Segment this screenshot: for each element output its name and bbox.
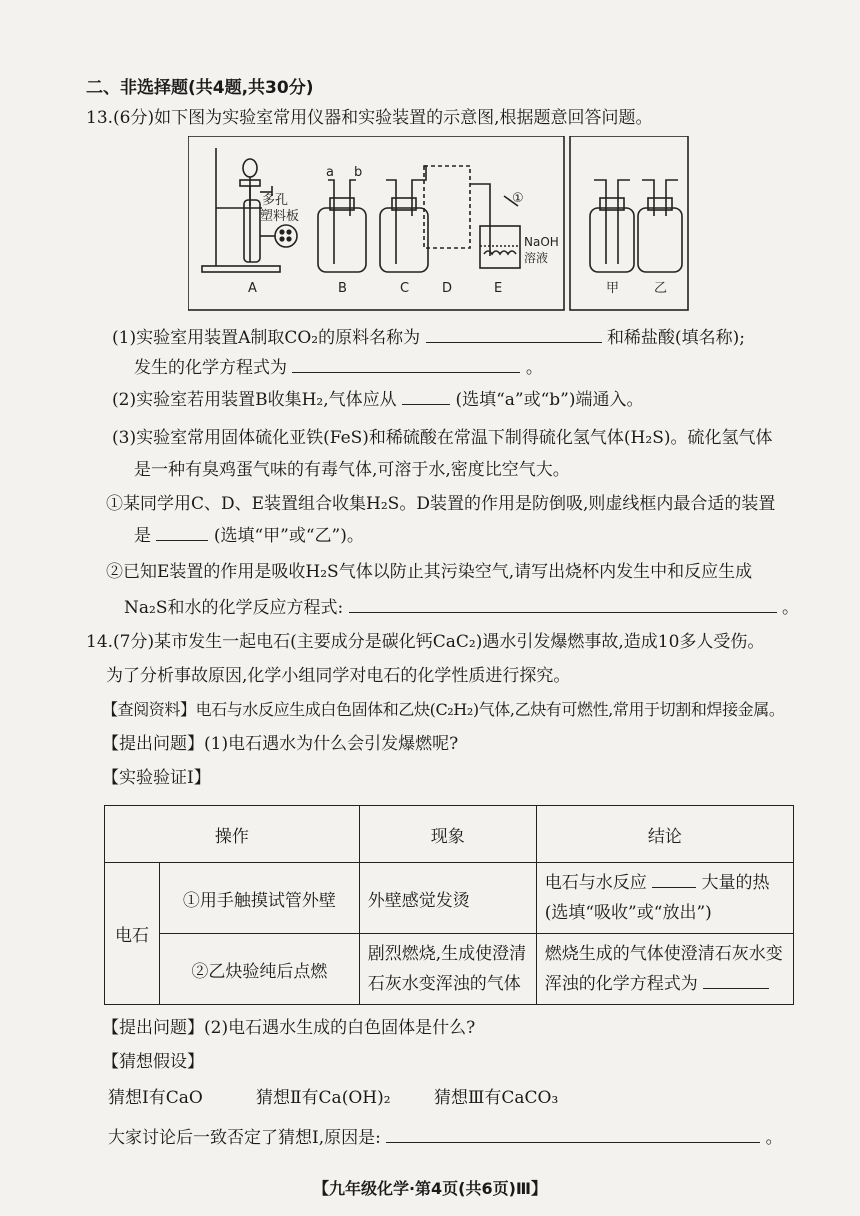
table-row xyxy=(105,863,794,934)
q13-answer-1[interactable] xyxy=(426,324,602,343)
guess-3: 猜想Ⅲ有CaCO₃ xyxy=(434,1088,559,1108)
q13-part3b: 是一种有臭鸡蛋气味的有毒气体,可溶于水,密度比空气大。 xyxy=(134,460,570,480)
phenomenon-2-line-2: 石灰水变浑浊的气体 xyxy=(367,974,521,994)
phenomenon-2 xyxy=(359,934,536,1005)
label-D: D xyxy=(442,281,453,296)
q14-stem-1: 14.(7分)某市发生一起电石(主要成分是碳化钙CaC₂)遇水引发爆燃事故,造成10多人受伤。 xyxy=(86,632,765,652)
q13-part1a-end: 和稀盐酸(填名称); xyxy=(606,328,745,348)
q13-part4b-end: (选填“甲”或“乙”)。 xyxy=(213,526,364,546)
options-frame xyxy=(570,136,688,310)
perforated-plate-label-2: 塑料板 xyxy=(260,209,300,224)
q13-part5b-text: Na₂S和水的化学反应方程式: xyxy=(124,598,344,618)
q14-reference: 【查阅资料】电石与水反应生成白色固体和乙炔(C₂H₂)气体,乙炔有可燃性,常用于切割和焊接金属。 xyxy=(102,700,785,719)
port-a-label: a xyxy=(326,165,334,180)
label-E: E xyxy=(494,281,503,296)
q14-question-2: 【提出问题】(2)电石遇水生成的白色固体是什么? xyxy=(102,1018,476,1038)
q13-answer-2[interactable] xyxy=(292,354,520,373)
conclusion-2-line-1: 燃烧生成的气体使澄清石灰水变 xyxy=(544,944,783,964)
phenomenon-2-line-1: 剧烈燃烧,生成使澄清 xyxy=(367,944,527,964)
q13-part2-end: (选填“a”或“b”)端通入。 xyxy=(455,390,644,410)
section-header: 二、非选择题(共4题,共30分) xyxy=(86,78,314,98)
label-yi: 乙 xyxy=(654,281,668,296)
q13-part1b-end: 。 xyxy=(525,358,543,378)
header-operation: 操作 xyxy=(105,806,360,863)
q14-reject-end: 。 xyxy=(765,1128,783,1148)
conclusion-2 xyxy=(536,934,793,1005)
q14-answer-reason[interactable] xyxy=(386,1124,760,1143)
port-b-label: b xyxy=(354,165,363,180)
q13-part1a-text: (1)实验室用装置A制取CO₂的原料名称为 xyxy=(112,328,421,348)
experiment-table xyxy=(104,805,794,1005)
circle-1-label: ① xyxy=(512,191,524,206)
conclusion-2-line-2: 浑浊的化学方程式为 xyxy=(544,974,698,994)
header-phenomenon: 现象 xyxy=(359,806,536,863)
conclusion-1-hint: (选填“吸收”或“放出”) xyxy=(544,903,712,923)
operation-1: ①用手触摸试管外壁 xyxy=(160,863,360,934)
q13-part2-text: (2)实验室若用装置B收集H₂,气体应从 xyxy=(112,390,397,410)
q13-part4b-text: 是 xyxy=(134,526,151,546)
guess-2: 猜想Ⅱ有Ca(OH)₂ xyxy=(256,1088,391,1108)
q13-part1b xyxy=(134,354,543,380)
q13-part4b xyxy=(134,522,364,548)
phenomenon-1: 外壁感觉发烫 xyxy=(359,863,536,934)
q13-part1b-text: 发生的化学方程式为 xyxy=(134,358,287,378)
naoh-label: NaOH xyxy=(524,235,559,249)
q13-stem: 13.(6分)如下图为实验室常用仪器和实验装置的示意图,根据题意回答问题。 xyxy=(86,108,653,128)
conclusion-1-end: 大量的热 xyxy=(701,873,770,893)
row-label-calcium-carbide: 电石 xyxy=(105,863,160,1005)
naoh-solution-label: 溶液 xyxy=(524,251,549,265)
q13-part1a xyxy=(112,324,745,350)
guess-1: 猜想Ⅰ有CaO xyxy=(108,1088,203,1108)
q13-part3a: (3)实验室常用固体硫化亚铁(FeS)和稀硫酸在常温下制得硫化氢气体(H₂S)。硫化氢气体 xyxy=(112,428,773,448)
conclusion-1-text: 电石与水反应 xyxy=(544,873,647,893)
q13-answer-4[interactable] xyxy=(156,522,208,541)
q14-question-1: 【提出问题】(1)电石遇水为什么会引发爆燃呢? xyxy=(102,734,459,754)
table-row xyxy=(105,934,794,1005)
q13-part5a: ②已知E装置的作用是吸收H₂S气体以防止其污染空气,请写出烧杯内发生中和反应生成 xyxy=(106,562,753,582)
q13-part5b xyxy=(124,594,799,620)
q14-verify-1: 【实验验证Ⅰ】 xyxy=(102,768,211,788)
conclusion-1 xyxy=(536,863,793,934)
table-header-row xyxy=(105,806,794,863)
page-footer: 【九年级化学·第4页(共6页)Ⅲ】 xyxy=(312,1179,548,1198)
q13-answer-3[interactable] xyxy=(402,386,450,405)
label-jia: 甲 xyxy=(606,281,620,296)
q13-answer-5[interactable] xyxy=(349,594,777,613)
label-B: B xyxy=(338,281,347,296)
table-answer-1[interactable] xyxy=(652,869,696,888)
q13-part4a: ①某同学用C、D、E装置组合收集H₂S。D装置的作用是防倒吸,则虚线框内最合适的装置 xyxy=(106,494,776,514)
perforated-plate-label-1: 多孔 xyxy=(262,193,289,208)
q13-part5b-end: 。 xyxy=(782,598,800,618)
label-A: A xyxy=(248,281,257,296)
apparatus-figure xyxy=(188,136,788,312)
operation-2: ②乙炔验纯后点燃 xyxy=(160,934,360,1005)
q14-reject xyxy=(108,1124,783,1150)
table-answer-2[interactable] xyxy=(703,970,769,989)
q14-stem-2: 为了分析事故原因,化学小组同学对电石的化学性质进行探究。 xyxy=(106,666,571,686)
q14-hypothesis: 【猜想假设】 xyxy=(102,1052,204,1072)
header-conclusion: 结论 xyxy=(536,806,793,863)
q14-reject-text: 大家讨论后一致否定了猜想Ⅰ,原因是: xyxy=(108,1128,381,1148)
label-C: C xyxy=(400,281,410,296)
q13-part2 xyxy=(112,386,643,412)
